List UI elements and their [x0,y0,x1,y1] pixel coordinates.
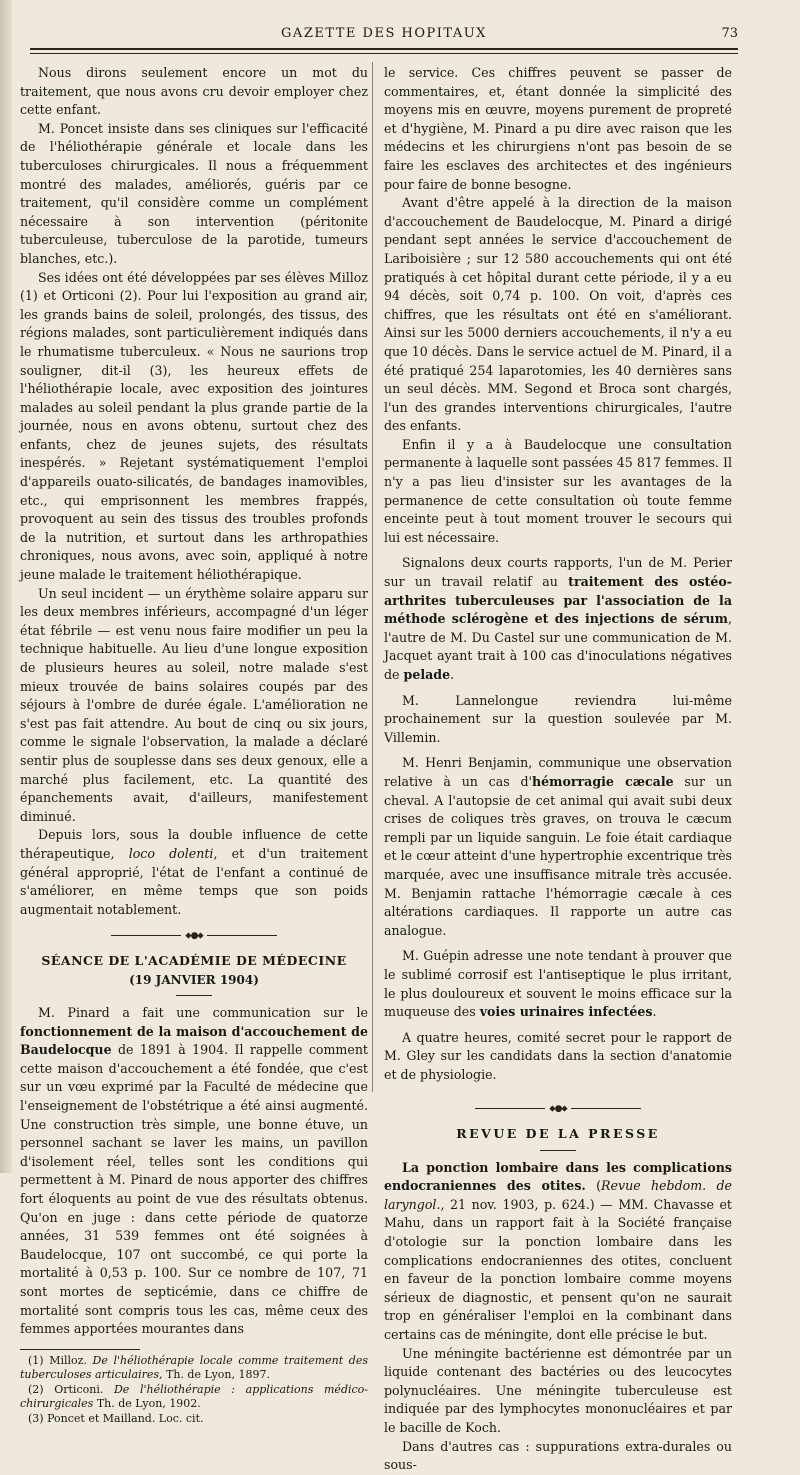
academy-section-date: (19 JANVIER 1904) [129,972,259,987]
text-run: (2) Orticoni. [28,1382,114,1396]
academy-section-title: SÉANCE DE L'ACADÉMIE DE MÉDECINE [41,952,347,968]
text-run: M. Guépin adresse une note tendant à prouver que le sublimé corrosif est l'antiseptique le plus irritant, le plus douloureux et souvent le moins efficace sur la muqueuse des [384,948,732,1020]
section-ornament: ⬥●⬥ [20,927,368,946]
paragraph: Dans d'autres cas : suppurations extra-durales ou sous- [384,1438,732,1473]
paragraph: M. Poncet insiste dans ses cliniques sur l'efficacité de l'héliothérapie générale et locale dans les tuberculoses chirurgicales. Il nous a fréquemment montré des malades, améliorés, guéris par ce traitement, qu'il considère comme un complément nécessaire à son intervention (péritonite tuberculeuse, tuberculose de la parotide, tumeurs blanches, etc.). [20,120,368,266]
paragraph: Un seul incident — un érythème solaire apparu sur les deux membres inférieurs, accompagné d'un léger état fébrile — est venu nous faire modifier un peu la technique habituelle. Au lieu d'une longue exposition de plusieurs heures au soleil, notre malade s'est mieux trouvée de bains solaires coupés par des séjours à l'ombre de durée égale. L'amélioration ne s'est pas fait attendre. Au bout de cinq ou six jours, comme le signale l'observation, la malade a déclaré sentir plus de souplesse dans ses deux genoux, elle a marché plus facilement, etc. La quantité des épanchements avait, d'ailleurs, manifestement diminué. [20,585,368,824]
paragraph [20,1004,368,1339]
bold-run: pelade [403,667,451,682]
left-column [20,64,368,1426]
bold-run: traitement des ostéo-arthrites tuberculeuses par l'association de la méthode sclérogène et des injections de sérum [384,574,732,627]
text-run: ( [585,1178,602,1194]
text-run: Signalons deux courts rapports, l'un de M. Perier sur un travail relatif au [384,555,732,590]
page-header [30,22,738,42]
paragraph: Une méningite bactérienne est démontrée par un liquide contenant des bactéries ou des leucocytes polynucléaires. Une méningite tuberculeuse est indiquée par des lymphocytes mononucléaires et par le bacille de Koch. [384,1345,732,1435]
text-run: , Th. de Lyon, 1897. [159,1368,270,1382]
running-title: GAZETTE DES HOPITAUX [281,26,487,41]
section-ornament: ⬥●⬥ [384,1100,732,1119]
text-run: M. Pinard a fait une communication sur le [38,1005,368,1021]
title-rule [540,1150,576,1151]
text-run: . [652,1004,657,1020]
paragraph: A quatre heures, comité secret pour le rapport de M. Gley sur les candidats dans la section d'anatomie et de physiologie. [384,1029,732,1082]
page-number: 73 [721,26,738,41]
header-rule [30,48,738,50]
bold-run: hémorragie cæcale [532,773,674,789]
text-run: M. Henri Benjamin, communique une observation relative à un cas d' [384,755,732,789]
footnote [20,1354,368,1383]
title-rule [176,995,212,996]
italic-run: De l'héliothérapie locale comme traitement des tuberculoses articulaires [20,1353,368,1382]
italic-run: Revue hebdom. de laryngol. [384,1178,732,1212]
page-binding-edge [0,0,12,1173]
paragraph [384,947,732,1021]
bold-run: fonctionnement de la maison d'accouchement de Baudelocque [20,1023,368,1058]
text-run: , 21 nov. 1903, p. 624.) — MM. Chavasse et Mahu, dans un rapport fait à la Société française d'otologie sur la ponction lombaire dans les complications endocraniennes des otites, concluent en faveur de la ponction lombaire comme moyens sérieux de diagnostic, et pensent qu'on ne saurait trop en généraliser l'emploi en la combinant dans certains cas de méningite, dont elle précise le but. [384,1196,732,1342]
bold-run: La ponction lombaire dans les complications endocraniennes des otites. [384,1159,732,1194]
right-column [384,64,732,1475]
paragraph: Enfin il y a à Baudelocque une consultation permanente à laquelle sont passées 45 817 femmes. Il n'y a pas lieu d'insister sur les avantages de la permanence de cette consultation où toute femme enceinte peut à tout moment trouver le secours qui lui est nécessaire. [384,436,732,545]
footnote [20,1383,368,1412]
paragraph [20,826,368,919]
paragraph: Ses idées ont été développées par ses élèves Milloz (1) et Orticoni (2). Pour lui l'exposition au grand air, les grands bains de soleil, prolongés, des tissus, des régions malades, sont particulièrement indiqués dans le rhumatisme tuberculeux. « Nous ne saurions trop souligner, dit-il (3), les heureux effets de l'héliothérapie locale, avec exposition des jointures malades au soleil pendant la plus grande partie de la journée, nous en avons obtenu, surtout chez des enfants, chez de jeunes sujets, des résultats inespérés. » Rejetant systématiquement l'emploi d'appareils ouato-silicatés, de bandages inamovibles, etc., qui emprisonnent les membres frappés, provoquent au sein des tissus des troubles profonds de la nutrition, et surtout dans les arthropathies chroniques, nous avons, avec soin, appliqué à notre jeune malade le traitement héliothérapique. [20,269,368,583]
footnote-rule [20,1349,140,1350]
paragraph: Avant d'être appelé à la direction de la maison d'accouchement de Baudelocque, M. Pinard a dirigé pendant sept années le service d'accouchement de Lariboisière ; sur 12 580 accouchements qui ont été pratiqués à cet hôpital durant cette période, il y a eu 94 décès, soit 0,74 p. 100. On voit, d'après ces chiffres, que les résultats ont été en s'améliorant. Ainsi sur les 5000 derniers accouchements, il n'y a eu que 10 décès. Dans le service actuel de M. Pinard, il a été pratiqué 254 laparotomies, les 40 dernières sans un seul décès. MM. Segond et Broca sont chargés, l'un des grandes interventions chirurgicales, l'autre des enfants. [384,195,732,434]
text-run: (1) Milloz. [28,1353,93,1367]
paragraph: M. Lannelongue reviendra lui-même prochainement sur la question soulevée par M. Villemin. [384,692,732,745]
text-run: , l'autre de M. Du Castel sur une communication de M. Jacquet ayant trait à 100 cas d'inoculations négatives de [384,611,732,682]
text-run: Depuis lors, sous la double influence de cette thérapeutique, [20,827,368,861]
text-run: Th. de Lyon, 1902. [93,1397,201,1411]
text-run: sur un cheval. A l'autopsie de cet animal qui avait subi deux crises de coliques très graves, on trouva le cæcum rempli par un liquide sanguin. Le foie était cardiaque et le cœur atteint d'une hypertrophie excentrique très marquée, avec une insuffisance mitrale très accusée. M. Benjamin rattache l'hémorragie cæcale à ces altérations cardiaques. Il rapporte un autre cas analogue. [384,773,732,938]
text-run: . [450,667,455,682]
paragraph [384,554,732,684]
italic-run: loco dolenti [128,845,214,861]
paragraph: Nous dirons seulement encore un mot du traitement, que nous avons cru devoir employer chez cette enfant. [20,65,368,118]
paragraph [384,1159,732,1345]
footnotes [20,1354,368,1427]
footnote: (3) Poncet et Mailland. Loc. cit. [28,1411,204,1425]
text-run: de 1891 à 1904. Il rappelle comment cette maison d'accouchement a été fondée, que c'est sur un vœu exprimé par la Faculté de médecine que l'enseignement de l'obstétrique a été ainsi augmenté. Une construction très simple, une bonne étuve, un personnel sachant se laver les mains, un pavillon d'isolement réel, telles sont les conditions qui permettent à M. Pinard de nous apporter des chiffres fort éloquents au point de vue des résultats obtenus. Qu'on en juge : dans cette période de quatorze années, 31 539 femmes ont été soignées à Baudelocque, 107 ont succombé, ce qui porte la mortalité à 0,53 p. 100. Sur ce nombre de 107, 71 sont mortes de septicémie, dans ce chiffre de mortalité sont compris tous les cas, même ceux des femmes apportées mourantes dans [20,1042,368,1337]
paragraph [384,754,732,940]
press-section-title: REVUE DE LA PRESSE [456,1126,660,1142]
text-run: , et d'un traitement général approprié, l'état de l'enfant a continué de s'améliorer, en même temps que son poids augmentait notablement. [20,845,368,917]
italic-run: De l'héliothérapie : applications médico-chirurgicales [20,1382,369,1411]
column-divider [372,62,373,1092]
paragraph: le service. Ces chiffres peuvent se passer de commentaires, et, étant donnée la simplicité des moyens mis en œuvre, moyens purement de propreté et d'hygiène, M. Pinard a pu dire avec raison que les médecins et les chirurgiens n'ont pas besoin de se faire les esclaves des architectes et des ingénieurs pour faire de bonne besogne. [384,65,732,192]
bold-run: voies urinaires infectées [479,1004,653,1020]
header-rule-thin [30,53,738,54]
